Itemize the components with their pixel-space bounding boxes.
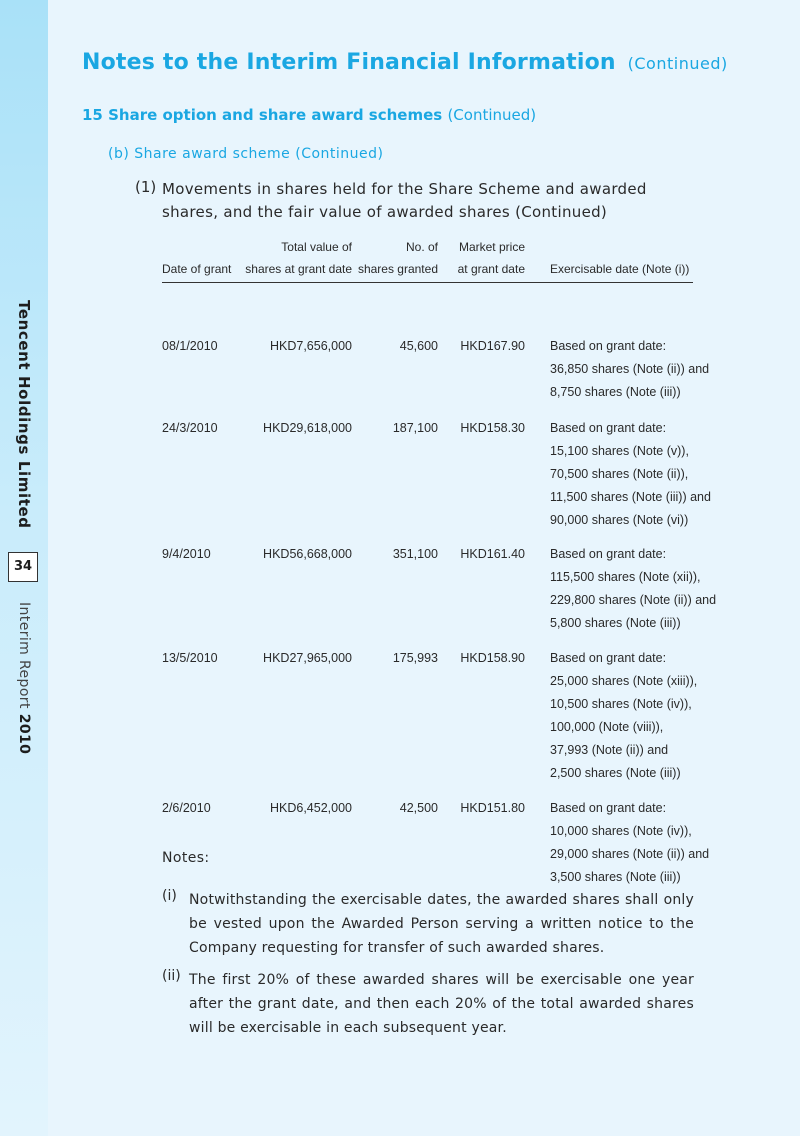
table-header [162,236,693,283]
exercisable-line: Based on grant date: [550,421,667,435]
exercisable-line: 29,000 shares (Note (ii)) and [550,847,710,861]
cell-price: HKD151.80 [460,801,525,815]
exercisable-line: 115,500 shares (Note (xii)), [550,570,701,584]
exercisable-line: 36,850 shares (Note (ii)) and [550,362,710,376]
header-shares-line1: No. of [405,240,438,254]
cell-price: HKD161.40 [460,547,525,561]
exercisable-line: 3,500 shares (Note (iii)) [550,870,681,884]
cell-date: 9/4/2010 [162,547,211,561]
header-total-value-line1: Total value of [281,240,352,254]
page-title-suffix: (Continued) [627,54,728,73]
cell-total-value: HKD29,618,000 [263,421,352,435]
header-date: Date of grant [162,262,232,276]
cell-exercisable [550,417,711,532]
cell-shares: 42,500 [399,801,438,815]
exercisable-line: Based on grant date: [550,801,667,815]
notes-label: Notes: [162,850,210,866]
cell-shares: 351,100 [392,547,438,561]
page-title [82,50,728,75]
subsection-heading: (b) Share award scheme (Continued) [108,146,384,162]
report-year: 2010 [16,713,32,755]
header-price [458,236,525,280]
cell-exercisable [550,543,716,635]
section-heading-suffix: (Continued) [447,106,537,124]
exercisable-line: Based on grant date: [550,651,667,665]
header-exercisable: Exercisable date (Note (i)) [550,262,690,276]
exercisable-line: 25,000 shares (Note (xiii)), [550,674,698,688]
cell-date: 2/6/2010 [162,801,211,815]
exercisable-line: 8,750 shares (Note (iii)) [550,385,681,399]
exercisable-line: 15,100 shares (Note (v)), [550,444,689,458]
exercisable-line: 100,000 (Note (viii)), [550,720,664,734]
exercisable-line: 229,800 shares (Note (ii)) and [550,593,717,607]
exercisable-line: 10,500 shares (Note (iv)), [550,697,692,711]
cell-total-value: HKD56,668,000 [263,547,352,561]
exercisable-line: 37,993 (Note (ii)) and [550,743,669,757]
page-number: 34 [8,552,38,582]
note-text: Notwithstanding the exercisable dates, the awarded shares shall only be vested upon the Awarded Person serving a written notice to the Company requesting for transfer of such awarded shares. [189,892,694,956]
company-name: Tencent Holdings Limited [15,300,33,529]
note-text: The first 20% of these awarded shares will be exercisable one year after the grant date, and then each 20% of the total awarded shares will be exercisable in each subsequent year. [189,972,694,1036]
cell-date: 24/3/2010 [162,421,218,435]
header-shares [358,236,438,280]
exercisable-line: 2,500 shares (Note (iii)) [550,766,681,780]
exercisable-line: Based on grant date: [550,339,667,353]
exercisable-line: 10,000 shares (Note (iv)), [550,824,692,838]
header-price-line2: at grant date [457,262,525,276]
header-shares-line2: shares granted [357,262,438,276]
exercisable-line: 90,000 shares (Note (vi)) [550,513,689,527]
section-heading-text: 15 Share option and share award schemes [82,106,443,124]
report-prefix: Interim Report [16,602,32,709]
cell-price: HKD158.30 [460,421,525,435]
report-label [16,602,32,754]
header-total-value-line2: shares at grant date [245,262,352,276]
cell-date: 13/5/2010 [162,651,218,665]
cell-total-value: HKD6,452,000 [269,801,352,815]
cell-price: HKD167.90 [460,339,525,353]
header-price-line1: Market price [458,240,525,254]
exercisable-line: Based on grant date: [550,547,667,561]
cell-exercisable [550,647,697,785]
cell-total-value: HKD7,656,000 [269,339,352,353]
cell-exercisable [550,797,709,889]
cell-date: 08/1/2010 [162,339,218,353]
section-heading [82,106,536,124]
exercisable-line: 5,800 shares (Note (iii)) [550,616,681,630]
cell-exercisable [550,335,709,404]
cell-shares: 45,600 [399,339,438,353]
note-number: (ii) [162,968,181,984]
note-number: (i) [162,888,177,904]
item-number: (1) [135,178,157,196]
cell-shares: 175,993 [392,651,438,665]
header-total-value [245,236,352,280]
item-text: Movements in shares held for the Share Scheme and awarded shares, and the fair value of awarded shares (Continued) [162,180,647,221]
exercisable-line: 11,500 shares (Note (iii)) and [550,490,711,504]
cell-shares: 187,100 [392,421,438,435]
cell-price: HKD158.90 [460,651,525,665]
side-strip [0,0,48,1136]
exercisable-line: 70,500 shares (Note (ii)), [550,467,689,481]
page-title-text: Notes to the Interim Financial Information [82,50,616,75]
cell-total-value: HKD27,965,000 [263,651,352,665]
